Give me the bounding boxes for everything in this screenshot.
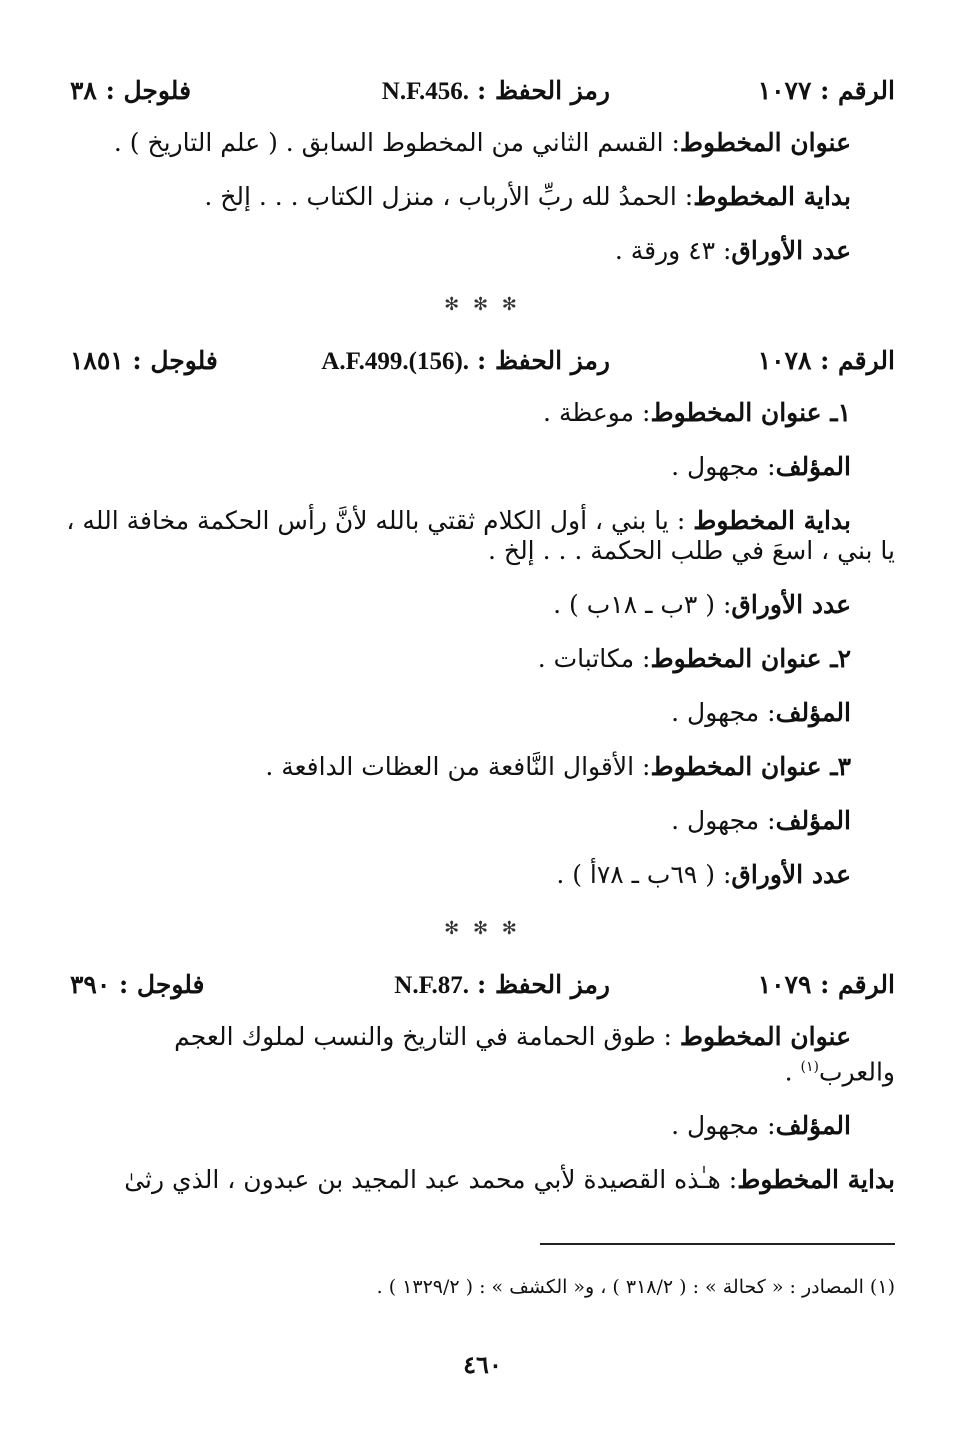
field-label: بداية المخطوط xyxy=(737,1165,895,1195)
shelfmark-code: N.F.456. xyxy=(381,78,470,105)
field-value: والعرب xyxy=(818,1057,895,1087)
footnote-marker: (١) xyxy=(800,1059,819,1075)
field-value: : القسم الثاني من المخطوط السابق . ( علم التاريخ ) . xyxy=(113,128,680,157)
entry-line xyxy=(70,386,895,440)
field-value: : ٤٣ ورقة . xyxy=(614,236,732,265)
field-value: : مجهول . xyxy=(671,1111,776,1141)
title-end: . xyxy=(784,1057,801,1087)
fluegel-number: فلوجل : ٣٩٠ xyxy=(70,970,205,999)
field-label: عنوان المخطوط xyxy=(679,128,851,157)
entry-line xyxy=(70,116,895,170)
field-value: : ( ٣ب ـ ١٨ب ) . xyxy=(553,590,732,619)
entry-line xyxy=(70,440,895,494)
field-value: : الأقوال النَّافعة من العظات الدافعة . xyxy=(265,752,651,781)
entry-line-continued xyxy=(70,536,895,566)
shelfmark-code: A.F.499.(156). xyxy=(321,348,470,375)
field-value: : مجهول . xyxy=(671,452,776,481)
field-value: يا بني ، اسعَ في طلب الحكمة . . . إلخ . xyxy=(488,536,895,565)
entry-line xyxy=(70,578,895,632)
shelfmark xyxy=(321,346,610,376)
page-number: ٤٦٠ xyxy=(463,1350,502,1379)
section-separator: ✻ ✻ ✻ xyxy=(444,918,521,939)
field-value: : مجهول . xyxy=(671,806,776,835)
entry-line xyxy=(70,794,895,848)
field-value: : الحمدُ لله ربِّ الأرباب ، منزل الكتاب . . . إلخ . xyxy=(204,182,694,211)
field-label: المؤلف xyxy=(775,452,851,481)
field-label: ٣ـ عنوان المخطوط xyxy=(650,752,851,781)
field-label: عدد الأوراق xyxy=(731,860,851,889)
field-label: بداية المخطوط xyxy=(693,182,851,211)
footnote: (١) المصادر : « كحالة » : ( ٣١٨/٢ ) ، و« الكشف » : ( ١٣٢٩/٢ ) . xyxy=(376,1276,895,1298)
fluegel-number: فلوجل : ١٨٥١ xyxy=(70,346,218,375)
entry-line xyxy=(70,632,895,686)
entry-paragraph xyxy=(66,494,895,578)
entry-line xyxy=(70,170,895,224)
record-number: الرقم : ١٠٧٨ xyxy=(757,346,895,375)
entry-line xyxy=(70,740,895,794)
record-number: الرقم : ١٠٧٧ xyxy=(757,76,895,105)
field-value: : مكاتبات . xyxy=(537,644,651,673)
field-label: ٢ـ عنوان المخطوط xyxy=(650,644,851,673)
entry-line xyxy=(70,1153,895,1207)
shelfmark-label: رمز الحفظ : xyxy=(477,76,610,105)
shelfmark xyxy=(394,970,610,1000)
field-label: المؤلف xyxy=(775,1111,851,1141)
shelfmark-label: رمز الحفظ : xyxy=(477,970,610,999)
field-label: المؤلف xyxy=(775,698,851,727)
shelfmark-label: رمز الحفظ : xyxy=(477,346,610,375)
field-label: ١ـ عنوان المخطوط xyxy=(650,398,851,427)
entry-line xyxy=(70,686,895,740)
entry-line-continued xyxy=(70,1052,895,1087)
field-label: بداية المخطوط xyxy=(693,506,851,535)
field-value: : موعظة . xyxy=(543,398,651,427)
entry-header-1079 xyxy=(70,956,895,1010)
field-value: : طوق الحمامة في التاريخ والنسب لملوك العجم xyxy=(174,1022,680,1051)
field-value: : يا بني ، أول الكلام ثقتي بالله لأنَّ رأس الحكمة مخافة الله ، xyxy=(66,506,694,535)
record-number: الرقم : ١٠٧٩ xyxy=(757,970,895,999)
entry-header-1077 xyxy=(70,62,895,116)
field-label: عدد الأوراق xyxy=(731,590,851,619)
section-separator: ✻ ✻ ✻ xyxy=(444,294,521,315)
footnote-divider xyxy=(540,1243,895,1245)
field-label: عنوان المخطوط xyxy=(679,1022,851,1051)
entry-line xyxy=(66,506,895,536)
field-value: : هـٰذه القصيدة لأبي محمد عبد المجيد بن عبدون ، الذي رثىٰ xyxy=(124,1165,738,1195)
entry-line xyxy=(70,1022,895,1052)
fluegel-number: فلوجل : ٣٨ xyxy=(70,76,192,105)
shelfmark xyxy=(382,76,610,106)
entry-line xyxy=(70,848,895,902)
shelfmark-code: N.F.87. xyxy=(394,972,470,999)
field-value: : ( ٦٩ب ـ ٧٨أ ) . xyxy=(556,860,732,889)
entry-header-1078 xyxy=(70,332,895,386)
field-label: عدد الأوراق xyxy=(731,236,851,265)
field-label: المؤلف xyxy=(775,806,851,835)
entry-line xyxy=(70,224,895,278)
entry-paragraph xyxy=(70,1010,895,1099)
field-value: : مجهول . xyxy=(671,698,776,727)
entry-line xyxy=(70,1099,895,1153)
